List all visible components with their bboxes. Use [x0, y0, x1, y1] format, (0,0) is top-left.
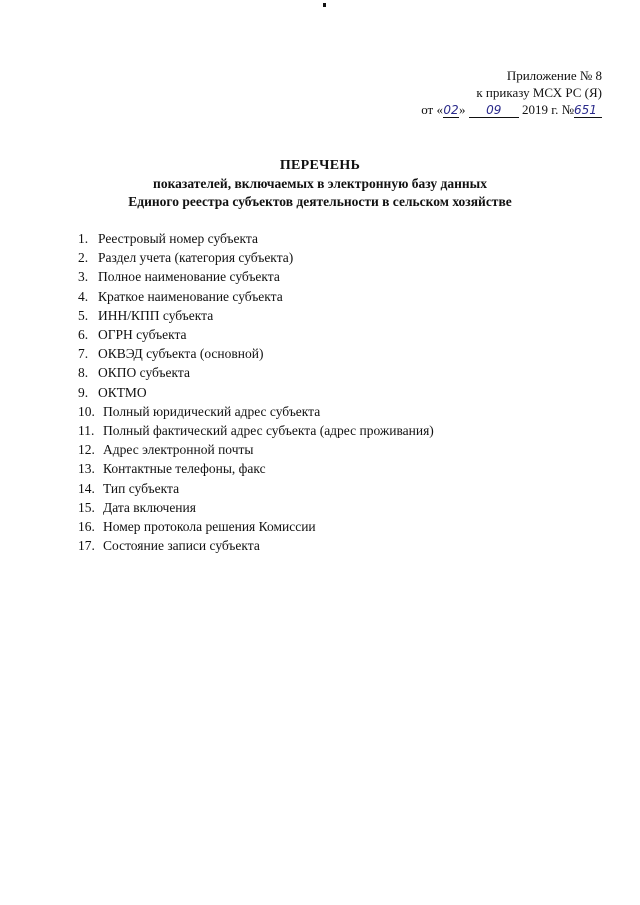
order-number: 651 [574, 103, 597, 117]
item-text: Дата включения [103, 499, 196, 515]
item-number: 13. [78, 461, 95, 477]
order-from-prefix: от « [421, 102, 443, 117]
title-line-1: показателей, включаемых в электронную базу данных [153, 176, 487, 191]
item-number: 12. [78, 442, 95, 458]
list-item [78, 536, 434, 555]
item-text: Раздел учета (категория субъекта) [98, 250, 294, 266]
item-text: Состояние записи субъекта [103, 538, 260, 554]
order-day: 02 [443, 103, 459, 117]
appendix-label: Приложение № 8 [506, 68, 602, 83]
list-item [78, 287, 434, 306]
list-item [78, 229, 434, 248]
item-text: Краткое наименование субъекта [98, 288, 283, 304]
scan-mark [323, 3, 326, 7]
item-text: ОКПО субъекта [98, 365, 190, 381]
list-item [78, 363, 434, 382]
title-line-2: Единого реестра субъектов деятельности в сельском хозяйстве [128, 194, 512, 209]
list-item [78, 267, 434, 286]
item-number: 15. [78, 499, 95, 515]
item-text: ОКТМО [98, 384, 147, 400]
item-text: ОКВЭД субъекта (основной) [98, 346, 264, 362]
list-item [78, 325, 434, 344]
item-number: 5. [78, 307, 89, 323]
item-text: Номер протокола решения Комиссии [103, 519, 316, 535]
item-text: ИНН/КПП субъекта [98, 307, 214, 323]
list-item [78, 421, 434, 440]
item-number: 4. [78, 288, 89, 304]
item-number: 14. [78, 480, 95, 496]
list-item [78, 517, 434, 536]
item-number: 1. [78, 231, 89, 246]
item-number: 8. [78, 365, 89, 381]
item-number: 2. [78, 250, 89, 266]
item-text: Контактные телефоны, факс [103, 461, 266, 477]
list-item [78, 440, 434, 459]
indicator-list [78, 229, 434, 555]
list-item [78, 459, 434, 478]
order-year: 2019 г. № [521, 102, 574, 117]
list-item [78, 344, 434, 363]
item-text: Адрес электронной почты [103, 442, 254, 458]
item-number: 16. [78, 519, 95, 535]
list-item [78, 248, 434, 267]
list-item [78, 498, 434, 517]
item-number: 6. [78, 327, 89, 343]
item-number: 11. [78, 423, 95, 439]
item-number: 7. [78, 346, 89, 362]
item-text: Полный юридический адрес субъекта [103, 403, 321, 419]
list-item [78, 306, 434, 325]
list-item [78, 479, 434, 498]
order-day-close: » [458, 102, 466, 117]
item-text: Реестровый номер субъекта [98, 231, 258, 246]
item-text: Полное наименование субъекта [98, 269, 280, 285]
list-item [78, 383, 434, 402]
list-item [78, 402, 434, 421]
order-month: 09 [486, 103, 502, 117]
item-text: Тип субъекта [103, 480, 180, 496]
item-number: 10. [78, 403, 95, 419]
item-text: ОГРН субъекта [98, 327, 187, 343]
item-number: 9. [78, 384, 89, 400]
item-text: Полный фактический адрес субъекта (адрес проживания) [103, 423, 434, 439]
appendix-header [421, 67, 602, 118]
item-number: 17. [78, 538, 95, 554]
item-number: 3. [78, 269, 89, 285]
document-title [0, 157, 640, 211]
order-date-line [421, 101, 602, 118]
title-main: ПЕРЕЧЕНЬ [279, 158, 361, 173]
order-reference: к приказу МСХ РС (Я) [476, 85, 602, 100]
